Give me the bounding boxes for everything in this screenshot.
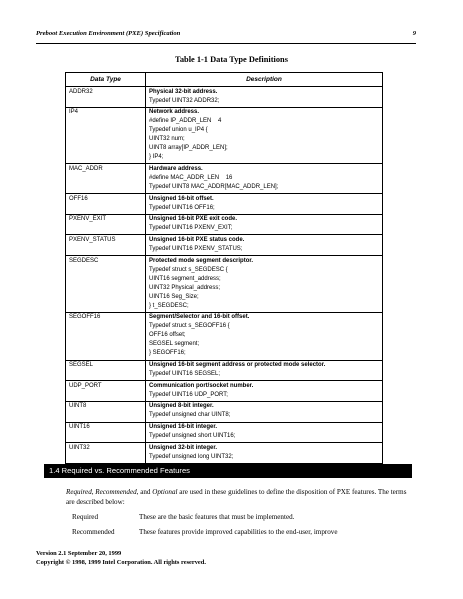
table-row [66, 87, 383, 108]
cell-description [146, 360, 383, 381]
description-code-line: UINT16 Seg_Size; [149, 293, 199, 300]
description-code-line: SEGSEL segment; [149, 341, 200, 348]
table-row [66, 164, 383, 194]
description-title: Unsigned 16-bit PXE status code. [149, 236, 245, 243]
description-code-line: } t_SEGDESC; [149, 302, 189, 309]
cell-data-type: UINT8 [66, 401, 146, 422]
description-code-line: #define MAC_ADDR_LEN 16 [149, 174, 233, 181]
description-code-line: Typedef union u_IP4 { [149, 127, 208, 134]
cell-data-type: UINT16 [66, 422, 146, 443]
description-code-line: UINT8 array[IP_ADDR_LEN]; [149, 145, 228, 152]
description-title: Unsigned 16-bit integer. [149, 424, 218, 431]
cell-data-type: IP4 [66, 107, 146, 164]
description-code-line: Typedef UINT16 PXENV_EXIT; [149, 225, 233, 232]
term-label: Required [72, 513, 99, 521]
header-rule [36, 43, 416, 44]
table-row [66, 312, 383, 360]
description-code-line: #define IP_ADDR_LEN 4 [149, 118, 222, 125]
cell-data-type: UDP_PORT [66, 381, 146, 402]
description-title: Unsigned 32-bit integer. [149, 444, 218, 451]
cell-data-type: MAC_ADDR [66, 164, 146, 194]
table-caption: Table 1-1 Data Type Definitions [175, 55, 288, 64]
cell-description [146, 164, 383, 194]
data-type-table [65, 72, 383, 464]
description-code-line: Typedef UINT16 OFF16; [149, 204, 215, 211]
description-title: Protected mode segment descriptor. [149, 257, 254, 264]
cell-description [146, 194, 383, 215]
cell-description [146, 381, 383, 402]
cell-data-type: SEGDESC [66, 256, 146, 313]
para-separator-1: , [91, 488, 96, 496]
description-title: Unsigned 16-bit PXE exit code. [149, 216, 238, 223]
description-code-line: Typedef UINT32 ADDR32; [149, 97, 220, 104]
description-code-line: Typedef struct s_SEGOFF16 { [149, 323, 230, 330]
table-row [66, 214, 383, 235]
term-label: Recommended [72, 528, 115, 536]
cell-description [146, 214, 383, 235]
description-title: Network address. [149, 109, 200, 116]
description-title: Hardware address. [149, 165, 203, 172]
description-title: Unsigned 16-bit offset. [149, 195, 214, 202]
description-title: Physical 32-bit address. [149, 88, 218, 95]
term-definition: These are the basic features that must be implemented. [139, 513, 295, 521]
section-paragraph [66, 487, 411, 507]
description-code-line: } IP4; [149, 154, 164, 161]
description-code-line: UINT32 Physical_address; [149, 284, 221, 291]
description-code-line: Typedef UINT16 UDP_PORT; [149, 391, 228, 398]
description-title: Unsigned 8-bit integer. [149, 403, 214, 410]
description-code-line: Typedef unsigned short UINT16; [149, 433, 236, 440]
para-separator-2: , and [136, 488, 153, 496]
table-header-row [66, 73, 383, 87]
running-header [36, 30, 416, 40]
cell-description [146, 312, 383, 360]
description-code-line: OFF16 offset; [149, 332, 186, 339]
table-row [66, 381, 383, 402]
column-header-description: Description [146, 73, 383, 87]
description-code-line: Typedef UINT8 MAC_ADDR[MAC_ADDR_LEN]; [149, 183, 279, 190]
para-term-required: Required [66, 488, 92, 496]
description-title: Segment/Selector and 16-bit offset. [149, 314, 250, 321]
footer-copyright: Copyright © 1998, 1999 Intel Corporation. All rights reserved. [36, 558, 206, 566]
description-code-line: Typedef UINT16 SEGSEL; [149, 371, 221, 377]
cell-description [146, 422, 383, 443]
description-code-line: UINT16 segment_address; [149, 275, 221, 282]
para-term-recommended: Recommended [95, 488, 137, 496]
cell-data-type: PXENV_STATUS [66, 235, 146, 256]
cell-description [146, 87, 383, 108]
table-row [66, 360, 383, 381]
table-row [66, 422, 383, 443]
description-code-line: Typedef unsigned char UINT8; [149, 412, 231, 419]
cell-data-type: SEGSEL [66, 360, 146, 381]
table-row [66, 107, 383, 164]
para-text: are used in these guidelines to define the disposition of PXE features. The terms are described below: [66, 488, 407, 506]
cell-data-type: UINT32 [66, 443, 146, 464]
description-code-line: Typedef unsigned long UINT32; [149, 453, 234, 460]
para-term-optional: Optional [152, 488, 178, 496]
cell-data-type: SEGOFF16 [66, 312, 146, 360]
section-heading: 1.4 Required vs. Recommended Features [49, 466, 190, 475]
section-heading-bar [44, 464, 412, 478]
cell-data-type: ADDR32 [66, 87, 146, 108]
description-title: Unsigned 16-bit segment address or protected mode selector. [149, 362, 326, 368]
table-row [66, 256, 383, 313]
table-row [66, 401, 383, 422]
table-body [66, 87, 383, 464]
cell-description [146, 443, 383, 464]
cell-data-type: OFF16 [66, 194, 146, 215]
cell-description [146, 235, 383, 256]
table-row [66, 443, 383, 464]
description-code-line: Typedef UINT16 PXENV_STATUS; [149, 245, 243, 252]
cell-data-type: PXENV_EXIT [66, 214, 146, 235]
footer-version: Version 2.1 September 20, 1999 [36, 550, 122, 557]
description-code-line: Typedef struct s_SEGDESC { [149, 266, 228, 273]
cell-description [146, 401, 383, 422]
cell-description [146, 107, 383, 164]
description-code-line: UINT32 num; [149, 136, 185, 143]
table-row [66, 235, 383, 256]
cell-description [146, 256, 383, 313]
description-title: Communication port/socket number. [149, 382, 254, 389]
page-footer [36, 550, 206, 567]
header-title: Preboot Execution Environment (PXE) Specification [36, 30, 181, 37]
column-header-data-type: Data Type [66, 73, 146, 87]
page-number: 9 [412, 30, 416, 37]
term-definition: These features provide improved capabilities to the end-user, improve [139, 528, 338, 536]
table-row [66, 194, 383, 215]
description-code-line: } SEGOFF16; [149, 350, 186, 357]
